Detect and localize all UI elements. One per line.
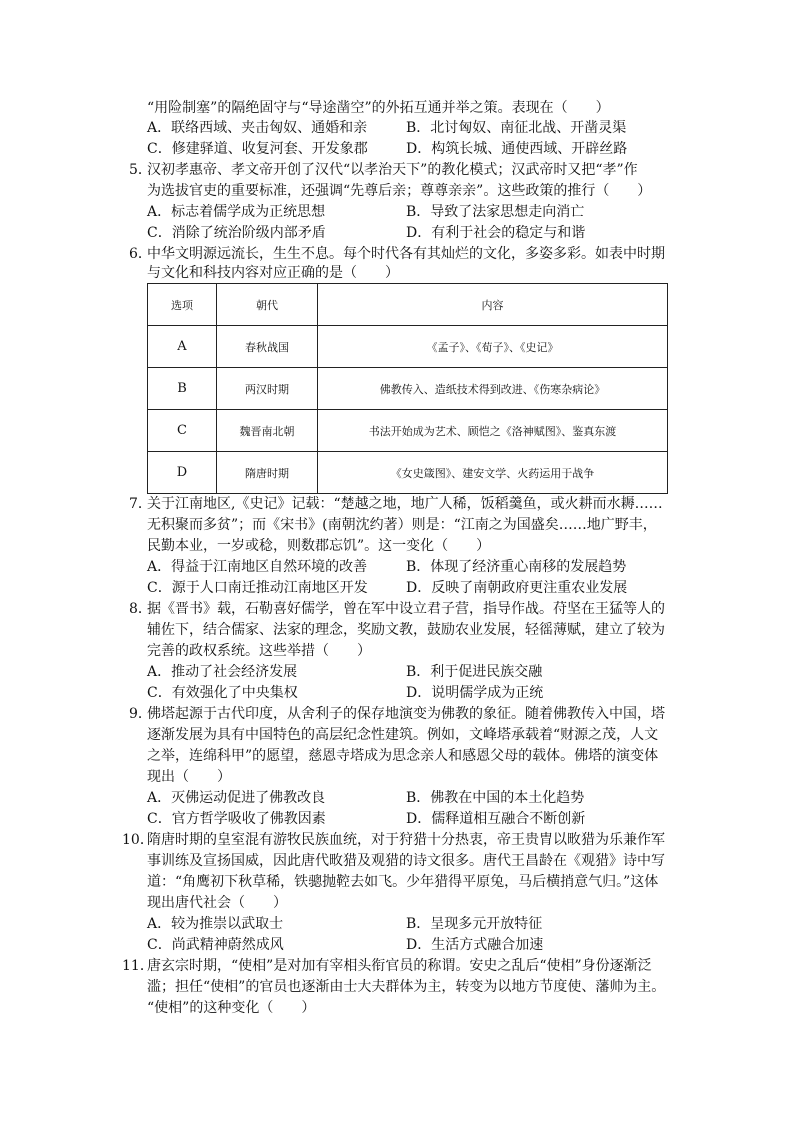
q5-number: 5． (129, 162, 152, 178)
q6-number: 6． (129, 246, 152, 262)
q4-stem-line: “用险制塞”的隔绝固守与“导途凿空”的外拓互通并举之策。表现在（ ） (147, 100, 610, 116)
table-cell: 春秋战国 (217, 326, 318, 368)
q8-number: 8． (129, 601, 152, 617)
table-cell: 《孟子》、《荀子》、《史记》 (318, 326, 668, 368)
q10-stem-line: 道：“角鹰初下秋草稀，铁骢抛鞚去如飞。少年猎得平原兔，马后横捎意气归。”这体 (147, 874, 659, 890)
q7-option-c: C．源于人口南迁推动江南地区开发 (147, 580, 368, 596)
q5-option-c: C．消除了统治阶级内部矛盾 (147, 225, 326, 241)
q10-stem-line: 事训练及宣扬国威，因此唐代畋猎及观猎的诗文很多。唐代王昌龄在《观猎》诗中写 (147, 853, 665, 869)
q8-option-a: A．推动了社会经济发展 (147, 664, 298, 680)
table-cell: 魏晋南北朝 (217, 410, 318, 452)
q8-stem-line: 据《晋书》载，石勒喜好儒学，曾在军中设立君子营，指导作战。苻坚在王猛等人的 (147, 601, 665, 617)
table-row (148, 452, 668, 494)
q9-stem-line: 逐渐发展为具有中国特色的高层纪念性建筑。例如，文峰塔承载着“财源之茂，人文 (147, 727, 659, 743)
q11-stem-line: 滥；担任“使相”的官员也逐渐由士大夫群体为主，转变为以地方节度使、藩帅为主。 (147, 979, 666, 995)
table-header-cell: 朝代 (217, 284, 318, 326)
q10-stem-line: 隋唐时期的皇室混有游牧民族血统，对于狩猎十分热衷，帝王贵胄以畋猎为乐兼作军 (147, 832, 665, 848)
table-cell: D (148, 452, 217, 494)
table-cell: 隋唐时期 (217, 452, 318, 494)
q8-option-d: D．说明儒学成为正统 (406, 685, 544, 701)
table-cell: 佛教传入、造纸技术得到改进、《伤寒杂病论》 (318, 368, 668, 410)
table-row (148, 368, 668, 410)
q8-option-b: B．利于促进民族交融 (406, 664, 543, 680)
q10-option-d: D．生活方式融合加速 (406, 937, 544, 953)
q9-option-a: A．灭佛运动促进了佛教改良 (147, 790, 326, 806)
q6-stem-line: 与文化和科技内容对应正确的是（ ） (147, 265, 399, 281)
q8-stem-line: 辅佐下，结合儒家、法家的理念，奖励文教，鼓励农业发展，轻徭薄赋，建立了较为 (147, 622, 665, 638)
q7-option-a: A．得益于江南地区自然环境的改善 (147, 559, 368, 575)
table-header-row (148, 284, 668, 326)
q4-option-c: C．修建驿道、收复河套、开发象郡 (147, 141, 368, 157)
q7-stem-line: 无积聚而多贫”；而《宋书》(南朝沈约著）则是：“江南之为国盛矣……地广野丰， (147, 517, 657, 533)
q5-stem-line: 汉初孝惠帝、孝文帝开创了汉代“以孝治天下”的教化模式；汉武帝时又把“孝”作 (147, 162, 638, 178)
q7-number: 7． (129, 496, 152, 512)
q9-number: 9． (129, 706, 152, 722)
q10-stem-line: 现出唐代社会（ ） (147, 895, 287, 911)
table-cell: 书法开始成为艺术、顾恺之《洛神赋图》、鉴真东渡 (318, 410, 668, 452)
q11-number: 11． (122, 958, 154, 974)
q9-stem-line: 佛塔起源于古代印度，从舍利子的保存地演变为佛教的象征。随着佛教传入中国，塔 (147, 706, 665, 722)
table-row (148, 410, 668, 452)
q5-option-a: A．标志着儒学成为正统思想 (147, 204, 326, 220)
table-cell: 《女史箴图》、建安文学、火药运用于战争 (318, 452, 668, 494)
q7-stem-line: 民勤本业，一岁或稔，则数郡忘饥”。这一变化（ ） (147, 538, 491, 554)
q10-option-c: C．尚武精神蔚然成风 (147, 937, 284, 953)
q4-option-a: A．联络西域、夹击匈奴、通婚和亲 (147, 120, 368, 136)
table-header-cell: 选项 (148, 284, 217, 326)
q10-option-a: A．较为推崇以武取士 (147, 916, 284, 932)
q8-option-c: C．有效强化了中央集权 (147, 685, 298, 701)
table-header-cell: 内容 (318, 284, 668, 326)
q5-option-d: D．有利于社会的稳定与和谐 (406, 225, 586, 241)
q9-option-d: D．儒释道相互融合不断创新 (406, 811, 586, 827)
q6-stem-line: 中华文明源远流长，生生不息。每个时代各有其灿烂的文化，多姿多彩。如表中时期 (147, 246, 665, 262)
q9-stem-line: 之举，连绵科甲”的愿望，慈恩寺塔成为思念亲人和感恩父母的载体。佛塔的演变体 (147, 748, 659, 764)
table-cell: 两汉时期 (217, 368, 318, 410)
q11-stem-line: “使相”的这种变化（ ） (147, 1000, 316, 1016)
table-row (148, 326, 668, 368)
q5-option-b: B．导致了法家思想走向消亡 (406, 204, 585, 220)
q4-option-b: B．北讨匈奴、南征北战、开凿灵渠 (406, 120, 627, 136)
q7-option-b: B．体现了经济重心南移的发展趋势 (406, 559, 627, 575)
q11-stem-line: 唐玄宗时期，“使相”是对加有宰相头衔官员的称谓。安史之乱后“使相”身份逐渐泛 (147, 958, 652, 974)
q9-option-b: B．佛教在中国的本土化趋势 (406, 790, 585, 806)
table-cell: C (148, 410, 217, 452)
q10-option-b: B．呈现多元开放特征 (406, 916, 543, 932)
q5-stem-line: 为选拔官吏的重要标准，还强调“先尊后亲；尊尊亲亲”。这些政策的推行（ ） (147, 183, 652, 199)
table-cell: B (148, 368, 217, 410)
q8-stem-line: 完善的政权系统。这些举措（ ） (147, 643, 371, 659)
q10-number: 10． (122, 832, 154, 848)
q6-table (147, 283, 668, 494)
q9-option-c: C．官方哲学吸收了佛教因素 (147, 811, 326, 827)
q9-stem-line: 现出（ ） (147, 769, 231, 785)
table-cell: A (148, 326, 217, 368)
q7-stem-line: 关于江南地区,《史记》记载：“楚越之地，地广人稀，饭稻羹鱼，或火耕而水耨…… (147, 496, 663, 512)
q4-option-d: D．构筑长城、通使西域、开辟丝路 (406, 141, 628, 157)
q7-option-d: D．反映了南朝政府更注重农业发展 (406, 580, 628, 596)
